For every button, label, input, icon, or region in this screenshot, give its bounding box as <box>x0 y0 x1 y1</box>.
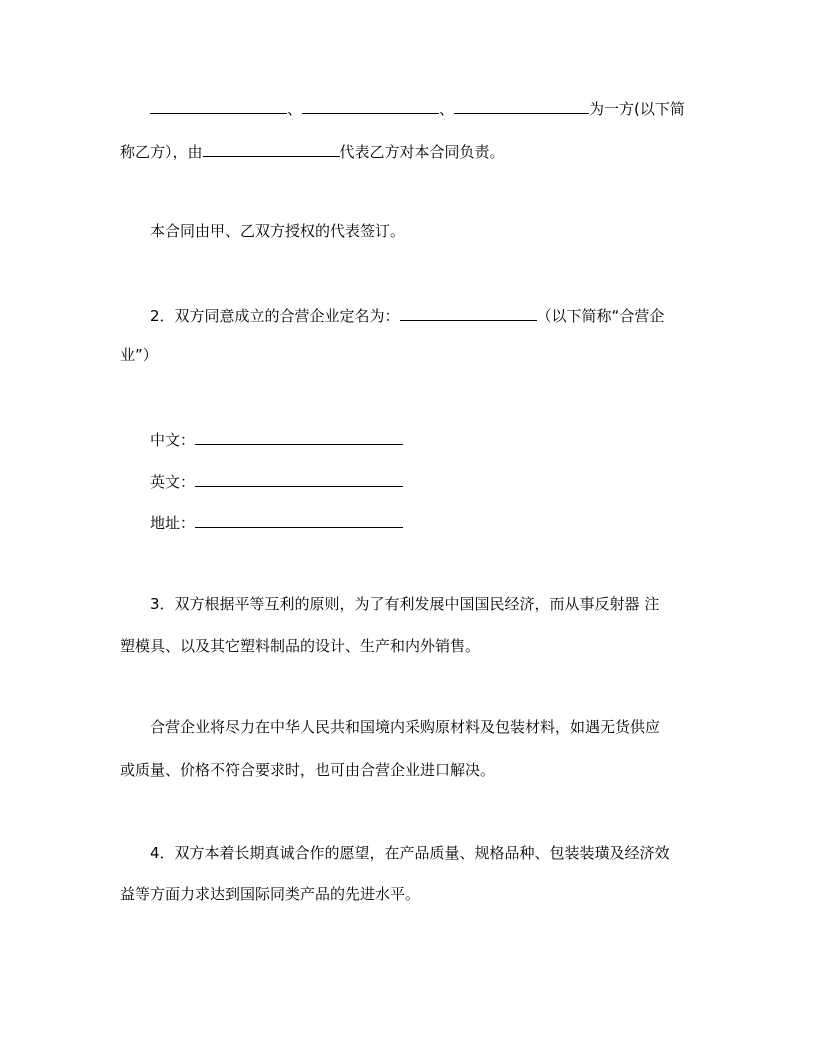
jv-name-blank[interactable] <box>400 304 537 321</box>
chinese-name-field <box>150 428 403 450</box>
clause-2-tail: （以下简称“合营企 <box>536 307 665 325</box>
chinese-name-label: 中文： <box>150 431 196 449</box>
clause-2-line-2: 业”） <box>120 346 158 364</box>
party-b-line-1-tail: 为一方(以下简 <box>589 100 685 118</box>
party-b-line-1 <box>150 97 685 119</box>
chinese-name-blank[interactable] <box>195 428 403 445</box>
separator: 、 <box>439 100 455 118</box>
signing-paragraph: 本合同由甲、乙双方授权的代表签订。 <box>150 222 406 240</box>
party-b-name-blank-2[interactable] <box>302 97 439 114</box>
clause-4-line-1: 4．双方本着长期真诚合作的愿望，在产品质量、规格品种、包装装璜及经济效 <box>150 844 670 862</box>
procurement-line-2: 或质量、价格不符合要求时，也可由合营企业进口解决。 <box>120 761 496 779</box>
clause-3-line-2: 塑模具、以及其它塑料制品的设计、生产和内外销售。 <box>120 637 481 655</box>
party-b-line-2 <box>120 140 505 162</box>
procurement-line-1: 合营企业将尽力在中华人民共和国境内采购原材料及包装材料，如遇无货供应 <box>150 718 661 736</box>
clause-4-line-2: 益等方面力求达到国际同类产品的先进水平。 <box>120 885 421 903</box>
english-name-blank[interactable] <box>195 470 403 487</box>
english-name-label: 英文： <box>150 473 196 491</box>
separator: 、 <box>287 100 303 118</box>
address-field <box>150 511 403 533</box>
clause-3-line-1: 3．双方根据平等互利的原则，为了有利发展中国国民经济，而从事反射器 注 <box>150 595 660 613</box>
party-b-line-2-tail: 代表乙方对本合同负责。 <box>339 143 505 161</box>
party-b-name-blank-3[interactable] <box>454 97 589 114</box>
address-blank[interactable] <box>195 511 403 528</box>
english-name-field <box>150 470 403 492</box>
address-label: 地址： <box>150 514 196 532</box>
party-b-name-blank-1[interactable] <box>150 97 287 114</box>
clause-2-head: 2．双方同意成立的合营企业定名为： <box>150 307 400 325</box>
party-b-line-2-head: 称乙方），由 <box>120 143 203 161</box>
clause-2-line-1 <box>150 304 664 326</box>
representative-blank[interactable] <box>203 140 340 157</box>
